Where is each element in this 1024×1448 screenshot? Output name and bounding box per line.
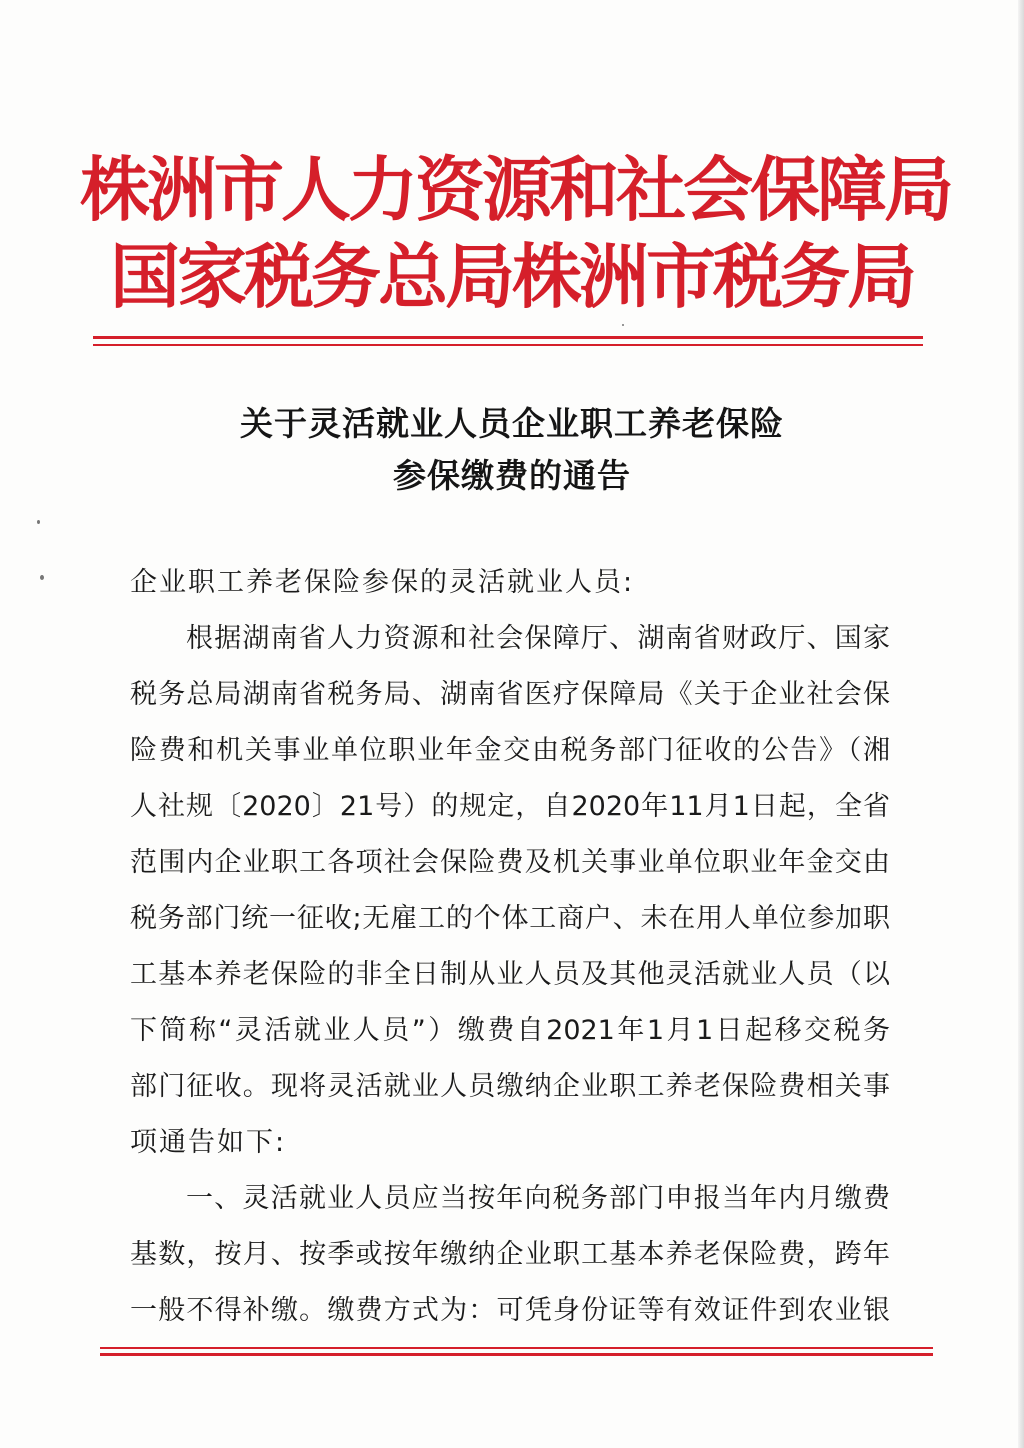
- header-red-rule-thick: [93, 336, 923, 339]
- scan-speck: [622, 324, 624, 326]
- issuing-org-line-2: 国家税务总局株洲市税务局: [110, 236, 914, 318]
- body-line: 工基本养老保险的非全日制从业人员及其他灵活就业人员（以: [130, 959, 890, 990]
- body-line: 人社规〔2020〕21号）的规定，自2020年11月1日起，全省: [130, 791, 890, 822]
- footer-red-rule-thick: [100, 1353, 933, 1356]
- body-line: 范围内企业职工各项社会保险费及机关事业单位职业年金交由: [130, 847, 890, 878]
- body-line: 基数，按月、按季或按年缴纳企业职工基本养老保险费，跨年: [130, 1239, 890, 1270]
- body-line: 部门征收。现将灵活就业人员缴纳企业职工养老保险费相关事: [130, 1071, 890, 1102]
- scan-speck: [40, 575, 44, 580]
- body-line: 下简称“灵活就业人员”）缴费自2021年1月1日起移交税务: [130, 1015, 890, 1046]
- page-edge-shadow: [1018, 0, 1024, 1448]
- document-title-line-2: 参保缴费的通告: [393, 456, 631, 495]
- header-red-rule-thin: [93, 344, 923, 346]
- salutation: 企业职工养老保险参保的灵活就业人员:: [130, 567, 635, 598]
- scan-speck: [37, 520, 40, 524]
- body-line: 根据湖南省人力资源和社会保障厅、湖南省财政厅、国家: [186, 623, 890, 654]
- body-line: 一、灵活就业人员应当按年向税务部门申报当年内月缴费: [186, 1183, 890, 1214]
- body-line: 税务部门统一征收;无雇工的个体工商户、未在用人单位参加职: [130, 903, 890, 934]
- document-title-line-1: 关于灵活就业人员企业职工养老保险: [240, 404, 784, 443]
- body-line: 项通告如下:: [130, 1127, 287, 1158]
- issuing-org-line-1: 株洲市人力资源和社会保障局: [80, 149, 951, 231]
- footer-red-rule-thin: [100, 1347, 933, 1349]
- body-line: 险费和机关事业单位职业年金交由税务部门征收的公告》（湘: [130, 735, 890, 766]
- body-line: 税务总局湖南省税务局、湖南省医疗保障局《关于企业社会保: [130, 679, 890, 710]
- body-line: 一般不得补缴。缴费方式为：可凭身份证等有效证件到农业银: [130, 1295, 890, 1326]
